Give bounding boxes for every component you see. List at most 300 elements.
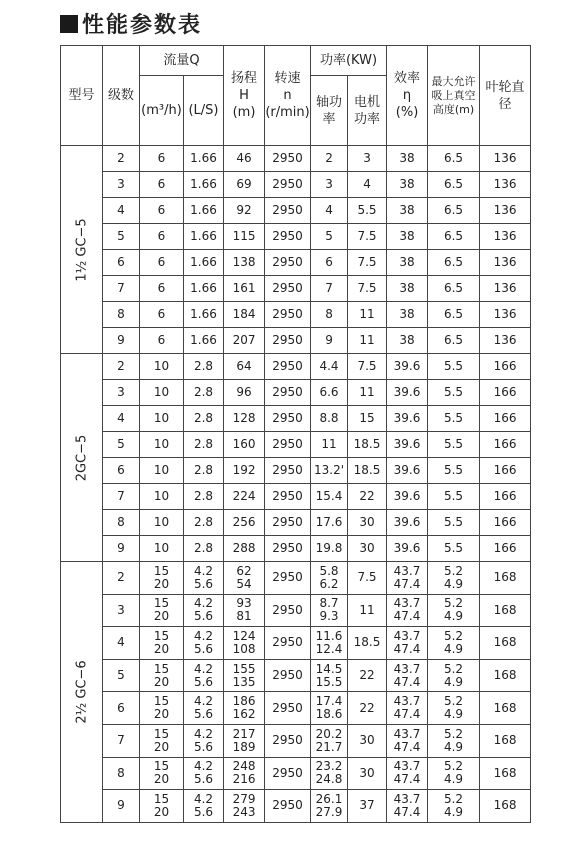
cell-line: 15	[153, 791, 170, 806]
cell-line: 11.6	[315, 628, 343, 643]
table-cell	[387, 627, 428, 660]
cell-line: 5.6	[193, 674, 214, 689]
table-cell: 5.5	[428, 458, 480, 484]
cell-line: 5.2	[443, 596, 464, 611]
header-motor-power: 电机功率	[348, 76, 387, 146]
cell-line: 4.9	[443, 576, 464, 591]
table-cell	[184, 594, 224, 627]
table-cell: 2.8	[184, 536, 224, 562]
cell-line: 47.4	[393, 772, 421, 787]
cell-line: 20	[153, 641, 170, 656]
table-cell	[311, 562, 348, 595]
table-cell: 2950	[265, 562, 311, 595]
header-efficiency: 效率 η (%)	[387, 46, 428, 146]
cell-line: 14.5	[315, 661, 343, 676]
table-cell: 6.5	[428, 198, 480, 224]
header-power: 功率(KW)	[311, 46, 387, 76]
cell-line: 20	[153, 739, 170, 754]
table-cell	[140, 724, 184, 757]
table-cell: 2950	[265, 276, 311, 302]
table-cell: 7.5	[348, 354, 387, 380]
cell-line: 47.4	[393, 576, 421, 591]
table-cell: 39.6	[387, 458, 428, 484]
table-cell	[387, 594, 428, 627]
table-cell	[184, 692, 224, 725]
table-cell: 2950	[265, 484, 311, 510]
table-cell: 9	[311, 328, 348, 354]
cell-line: 248	[232, 759, 256, 774]
table-cell: 2950	[265, 172, 311, 198]
table-cell	[224, 692, 265, 725]
table-cell: 2950	[265, 757, 311, 790]
table-cell: 166	[480, 536, 531, 562]
table-row	[61, 406, 531, 432]
table-row	[61, 354, 531, 380]
cell-line: 20	[153, 772, 170, 787]
table-cell: 256	[224, 510, 265, 536]
table-cell	[140, 692, 184, 725]
header-flow-ls: (L/S)	[184, 76, 224, 146]
table-cell: 7.5	[348, 562, 387, 595]
cell-line: 5.8	[319, 563, 339, 578]
cell-line: 5.6	[193, 772, 214, 787]
table-cell: 2.8	[184, 406, 224, 432]
table-cell: 7	[311, 276, 348, 302]
cell-line: 47.4	[393, 641, 421, 656]
table-cell: 39.6	[387, 432, 428, 458]
table-cell: 30	[348, 757, 387, 790]
table-cell: 168	[480, 594, 531, 627]
cell-line: 4.9	[443, 641, 464, 656]
table-cell: 207	[224, 328, 265, 354]
model-label: 2½ GC−6	[74, 660, 89, 724]
cell-line: 4.2	[193, 759, 214, 774]
table-row	[61, 146, 531, 172]
table-cell: 2950	[265, 510, 311, 536]
table-cell: 6	[140, 276, 184, 302]
table-cell: 136	[480, 302, 531, 328]
table-cell: 8	[311, 302, 348, 328]
table-cell: 115	[224, 224, 265, 250]
table-cell: 3	[103, 594, 140, 627]
cell-line: 43.7	[393, 596, 421, 611]
cell-line: 20	[153, 609, 170, 624]
table-cell: 4	[311, 198, 348, 224]
table-cell: 39.6	[387, 510, 428, 536]
cell-line: 4.9	[443, 674, 464, 689]
table-cell: 6.6	[311, 380, 348, 406]
cell-line: 4.9	[443, 609, 464, 624]
table-cell: 4.4	[311, 354, 348, 380]
table-cell	[387, 692, 428, 725]
table-cell	[184, 724, 224, 757]
table-cell: 30	[348, 510, 387, 536]
table-cell: 5.5	[428, 406, 480, 432]
cell-line: 5.2	[443, 759, 464, 774]
table-cell: 5.5	[428, 510, 480, 536]
table-cell: 6	[140, 328, 184, 354]
table-row	[61, 562, 531, 595]
table-cell	[428, 757, 480, 790]
cell-line: 20	[153, 804, 170, 819]
table-cell: 18.5	[348, 432, 387, 458]
table-cell	[184, 562, 224, 595]
table-row	[61, 172, 531, 198]
table-cell: 2950	[265, 380, 311, 406]
cell-line: 4.2	[193, 661, 214, 676]
cell-line: 81	[236, 609, 252, 624]
table-cell: 39.6	[387, 484, 428, 510]
table-header	[61, 46, 531, 146]
table-row	[61, 692, 531, 725]
table-cell: 2950	[265, 724, 311, 757]
table-cell: 6	[140, 224, 184, 250]
table-row	[61, 757, 531, 790]
table-cell: 1.66	[184, 224, 224, 250]
table-cell: 38	[387, 250, 428, 276]
table-cell: 166	[480, 432, 531, 458]
cell-line: 4.9	[443, 707, 464, 722]
cell-line: 26.1	[315, 791, 343, 806]
table-cell: 5	[103, 659, 140, 692]
table-cell: 168	[480, 757, 531, 790]
table-cell: 7	[103, 724, 140, 757]
cell-line: 47.4	[393, 739, 421, 754]
table-cell: 6.5	[428, 224, 480, 250]
table-cell: 6.5	[428, 328, 480, 354]
table-cell: 5.5	[348, 198, 387, 224]
table-cell: 2950	[265, 250, 311, 276]
table-cell	[311, 594, 348, 627]
table-cell: 6	[140, 146, 184, 172]
table-cell	[140, 562, 184, 595]
header-stages: 级数	[103, 46, 140, 146]
cell-line: 216	[232, 772, 256, 787]
table-cell: 64	[224, 354, 265, 380]
cell-line: 217	[232, 726, 256, 741]
table-cell: 5.5	[428, 536, 480, 562]
page-title	[60, 8, 202, 39]
table-cell: 38	[387, 328, 428, 354]
table-cell	[184, 757, 224, 790]
table-cell: 22	[348, 692, 387, 725]
table-cell: 18.5	[348, 627, 387, 660]
table-cell: 136	[480, 198, 531, 224]
table-cell: 184	[224, 302, 265, 328]
table-cell: 22	[348, 484, 387, 510]
table-cell: 15	[348, 406, 387, 432]
table-row	[61, 724, 531, 757]
table-cell: 168	[480, 627, 531, 660]
model-cell	[61, 354, 103, 562]
table-cell: 6	[103, 250, 140, 276]
table-cell: 2950	[265, 198, 311, 224]
table-cell: 288	[224, 536, 265, 562]
cell-line: 5.2	[443, 563, 464, 578]
cell-line: 17.4	[315, 694, 343, 709]
performance-table	[60, 45, 531, 823]
cell-line: 20	[153, 707, 170, 722]
table-cell: 2950	[265, 406, 311, 432]
table-cell: 10	[140, 458, 184, 484]
cell-line: 5.6	[193, 804, 214, 819]
cell-line: 43.7	[393, 661, 421, 676]
table-cell: 166	[480, 484, 531, 510]
cell-line: 124	[232, 628, 256, 643]
table-row	[61, 484, 531, 510]
table-row	[61, 458, 531, 484]
table-cell: 9	[103, 790, 140, 823]
table-cell: 2.8	[184, 432, 224, 458]
table-cell	[140, 790, 184, 823]
table-cell: 1.66	[184, 146, 224, 172]
cell-line: 8.7	[319, 596, 339, 611]
table-cell: 8	[103, 510, 140, 536]
cell-line: 6.2	[319, 576, 339, 591]
table-row	[61, 432, 531, 458]
header-speed: 转速 n (r/min)	[265, 46, 311, 146]
model-label: 1½ GC−5	[74, 217, 89, 282]
table-row	[61, 594, 531, 627]
cell-line: 21.7	[315, 739, 343, 754]
table-cell	[184, 659, 224, 692]
cell-line: 162	[232, 707, 256, 722]
table-cell: 136	[480, 172, 531, 198]
table-cell: 2950	[265, 594, 311, 627]
cell-line: 27.9	[315, 804, 343, 819]
table-cell: 2	[103, 562, 140, 595]
table-cell: 9	[103, 328, 140, 354]
cell-line: 15	[153, 596, 170, 611]
cell-line: 5.2	[443, 694, 464, 709]
cell-line: 43.7	[393, 791, 421, 806]
table-cell: 136	[480, 146, 531, 172]
table-cell: 18.5	[348, 458, 387, 484]
table-cell: 2950	[265, 146, 311, 172]
table-cell: 3	[103, 380, 140, 406]
table-cell	[184, 627, 224, 660]
table-cell: 5.5	[428, 380, 480, 406]
table-row	[61, 510, 531, 536]
cell-line: 54	[236, 576, 252, 591]
table-cell: 166	[480, 510, 531, 536]
table-cell: 7.5	[348, 250, 387, 276]
table-row	[61, 224, 531, 250]
table-cell: 1.66	[184, 276, 224, 302]
table-cell: 10	[140, 432, 184, 458]
table-cell	[140, 757, 184, 790]
table-cell: 38	[387, 276, 428, 302]
table-cell: 22	[348, 659, 387, 692]
table-row	[61, 380, 531, 406]
cell-line: 5.2	[443, 791, 464, 806]
table-cell: 46	[224, 146, 265, 172]
table-cell: 5.5	[428, 484, 480, 510]
table-cell: 6	[140, 198, 184, 224]
header-model: 型号	[61, 46, 103, 146]
table-row	[61, 276, 531, 302]
header-flow: 流量Q	[140, 46, 224, 76]
model-label: 2GC−5	[74, 434, 89, 481]
table-cell: 6	[103, 692, 140, 725]
table-cell: 8	[103, 302, 140, 328]
table-cell: 2950	[265, 432, 311, 458]
table-cell: 1.66	[184, 198, 224, 224]
table-cell	[428, 790, 480, 823]
table-cell: 8	[103, 757, 140, 790]
table-cell: 4	[348, 172, 387, 198]
cell-line: 4.2	[193, 628, 214, 643]
cell-line: 47.4	[393, 804, 421, 819]
table-cell: 5	[103, 224, 140, 250]
table-cell: 6.5	[428, 302, 480, 328]
table-cell: 2.8	[184, 484, 224, 510]
table-cell: 6.5	[428, 250, 480, 276]
table-cell: 69	[224, 172, 265, 198]
group-2gc6-body	[61, 562, 531, 823]
table-cell: 2950	[265, 224, 311, 250]
table-cell: 136	[480, 276, 531, 302]
cell-line: 47.4	[393, 609, 421, 624]
table-cell: 168	[480, 659, 531, 692]
cell-line: 5.6	[193, 609, 214, 624]
header-suction-height: 最大允许吸上真空高度(m)	[428, 46, 480, 146]
table-cell: 2950	[265, 458, 311, 484]
table-cell: 30	[348, 536, 387, 562]
table-cell: 136	[480, 250, 531, 276]
table-cell	[224, 790, 265, 823]
cell-line: 20.2	[315, 726, 343, 741]
table-cell: 10	[140, 380, 184, 406]
table-cell: 4	[103, 198, 140, 224]
table-cell: 136	[480, 224, 531, 250]
cell-line: 4.9	[443, 739, 464, 754]
table-cell	[387, 659, 428, 692]
cell-line: 43.7	[393, 694, 421, 709]
table-cell: 2950	[265, 536, 311, 562]
table-cell: 10	[140, 484, 184, 510]
table-cell	[387, 757, 428, 790]
header-flow-m3h: (m³/h)	[140, 76, 184, 146]
cell-line: 15.5	[315, 674, 343, 689]
cell-line: 20	[153, 674, 170, 689]
cell-line: 62	[236, 563, 252, 578]
table-cell: 3	[348, 146, 387, 172]
cell-line: 5.2	[443, 726, 464, 741]
cell-line: 12.4	[315, 641, 343, 656]
cell-line: 15	[153, 563, 170, 578]
table-cell: 37	[348, 790, 387, 823]
table-cell: 6	[103, 458, 140, 484]
table-cell: 4	[103, 627, 140, 660]
table-cell	[311, 757, 348, 790]
table-cell: 10	[140, 406, 184, 432]
table-cell: 2.8	[184, 510, 224, 536]
table-cell: 166	[480, 380, 531, 406]
cell-line: 243	[232, 804, 256, 819]
cell-line: 15	[153, 628, 170, 643]
table-cell: 2950	[265, 692, 311, 725]
table-cell: 7.5	[348, 224, 387, 250]
table-cell: 168	[480, 692, 531, 725]
cell-line: 5.2	[443, 661, 464, 676]
table-cell: 168	[480, 724, 531, 757]
table-cell: 166	[480, 354, 531, 380]
cell-line: 4.2	[193, 596, 214, 611]
cell-line: 108	[232, 641, 256, 656]
header-head: 扬程 H (m)	[224, 46, 265, 146]
table-cell: 13.2'	[311, 458, 348, 484]
table-cell	[428, 692, 480, 725]
cell-line: 5.6	[193, 641, 214, 656]
table-cell: 10	[140, 354, 184, 380]
table-cell: 19.8	[311, 536, 348, 562]
cell-line: 43.7	[393, 726, 421, 741]
table-cell: 2950	[265, 354, 311, 380]
table-cell: 6.5	[428, 172, 480, 198]
table-cell: 5.5	[428, 432, 480, 458]
table-row	[61, 198, 531, 224]
table-cell	[224, 724, 265, 757]
cell-line: 15	[153, 661, 170, 676]
table-row	[61, 328, 531, 354]
table-cell: 1.66	[184, 172, 224, 198]
cell-line: 47.4	[393, 674, 421, 689]
table-cell: 3	[103, 172, 140, 198]
table-cell: 39.6	[387, 406, 428, 432]
cell-line: 23.2	[315, 759, 343, 774]
cell-line: 4.2	[193, 563, 214, 578]
cell-line: 43.7	[393, 759, 421, 774]
table-cell: 2950	[265, 659, 311, 692]
table-cell: 3	[311, 172, 348, 198]
table-cell: 6.5	[428, 146, 480, 172]
cell-line: 4.2	[193, 726, 214, 741]
cell-line: 15	[153, 694, 170, 709]
cell-line: 186	[232, 694, 256, 709]
table-cell: 96	[224, 380, 265, 406]
table-cell: 39.6	[387, 536, 428, 562]
table-cell	[311, 724, 348, 757]
table-cell: 15.4	[311, 484, 348, 510]
cell-line: 5.2	[443, 628, 464, 643]
cell-line: 15	[153, 759, 170, 774]
cell-line: 189	[232, 739, 256, 754]
table-cell	[428, 659, 480, 692]
table-cell: 11	[348, 380, 387, 406]
table-row	[61, 536, 531, 562]
table-cell	[428, 724, 480, 757]
table-cell: 11	[348, 302, 387, 328]
header-shaft-power: 轴功率	[311, 76, 348, 146]
cell-line: 5.6	[193, 707, 214, 722]
table-cell	[224, 627, 265, 660]
table-cell: 7.5	[348, 276, 387, 302]
table-cell: 11	[311, 432, 348, 458]
table-cell	[428, 562, 480, 595]
table-row	[61, 302, 531, 328]
cell-line: 20	[153, 576, 170, 591]
table-cell: 38	[387, 302, 428, 328]
table-cell: 8.8	[311, 406, 348, 432]
table-cell	[428, 627, 480, 660]
table-cell	[224, 757, 265, 790]
table-cell: 2.8	[184, 458, 224, 484]
cell-line: 279	[232, 791, 256, 806]
table-cell: 2950	[265, 790, 311, 823]
cell-line: 155	[232, 661, 256, 676]
table-row	[61, 790, 531, 823]
